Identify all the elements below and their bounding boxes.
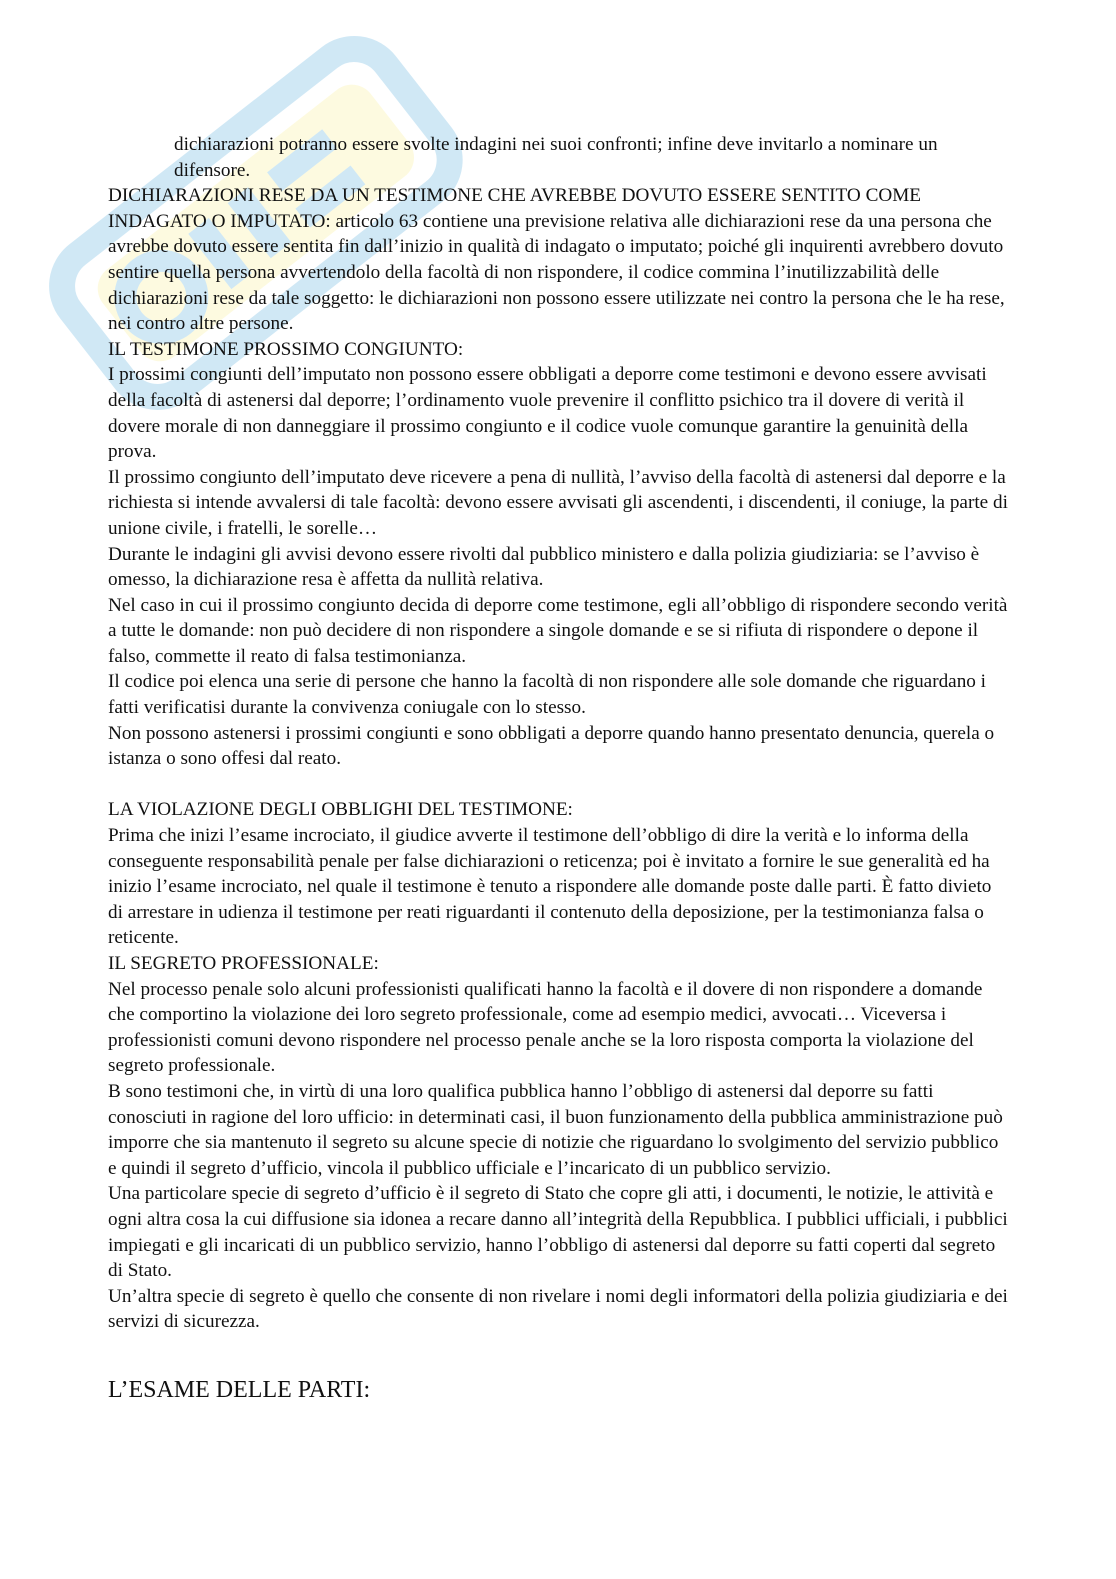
paragraph: I prossimi congiunti dell’imputato non possono essere obbligati a deporre come testimoni e devono essere avvisati della facoltà di astenersi dal deporre; l’ordinamento vuole prevenire il conflitto psichico tra il dovere di verità il dovere morale di non danneggiare il prossimo congiunto e il codice vuole comunque garantire la genuinità della prova. [108,364,987,463]
spacer [108,1335,1008,1361]
paragraph-dichiarazioni-testimone: DICHIARAZIONI RESE DA UN TESTIMONE CHE AVREBBE DOVUTO ESSERE SENTITO COME INDAGATO O IMPUTATO: articolo 63 contiene una previsione relativa alle dichiarazioni rese da una persona che avrebbe dovuto essere sentita fin dall’inizio in qualità di indagato o imputato; poiché gli inquirenti avrebbero dovuto sentire quella persona avvertendolo della facoltà di non rispondere, il codice commina l’inutilizzabilità delle dichiarazioni rese da tale soggetto: le dichiarazioni non possono essere utilizzate nei contro la persona che le ha rese, nei contro altre persone. [108,185,1005,335]
paragraph: Una particolare specie di segreto d’ufficio è il segreto di Stato che copre gli atti, i documenti, le notizie, le attività e ogni altra cosa la cui diffusione sia idonea a recare danno all’integrità della Repubblica. I pubblici ufficiali, i pubblici impiegati e gli incaricati di un pubblico servizio, hanno l’obbligo di astenersi dal deporre su fatti coperti dal segreto di Stato. [108,1183,1008,1282]
paragraph: Un’altra specie di segreto è quello che consente di non rivelare i nomi degli informatori della polizia giudiziaria e dei servizi di sicurezza. [108,1285,1008,1333]
heading-testimone-prossimo-congiunto: IL TESTIMONE PROSSIMO CONGIUNTO: [108,338,464,360]
paragraph: Il prossimo congiunto dell’imputato deve ricevere a pena di nullità, l’avviso della facoltà di astenersi dal deporre e la richiesta si intende avvalersi di tale facoltà: devono essere avvisati gli ascendenti, i discendenti, il coniuge, la parte di unione civile, i fratelli, le sorelle… [108,466,1008,539]
spacer [108,772,1008,798]
heading-esame-delle-parti: L’ESAME DELLE PARTI: [108,1376,371,1403]
paragraph-continuation: dichiarazioni potranno essere svolte indagini nei suoi confronti; infine deve invitarlo a nominare un difensore. [174,134,938,181]
paragraph: Prima che inizi l’esame incrociato, il giudice avverte il testimone dell’obbligo di dire la verità e lo informa della conseguente responsabilità penale per false dichiarazioni o reticenza; poi è invitato a fornire le sue generalità ed ha inizio l’esame incrociato, nel quale il testimone è tenuto a rispondere alle domande poste dalle parti. È fatto divieto di arrestare in udienza il testimone per reati riguardanti il contenuto della deposizione, per la testimonianza falsa o reticente. [108,825,992,949]
paragraph: Non possono astenersi i prossimi congiunti e sono obbligati a deporre quando hanno presentato denuncia, querela o istanza o sono offesi dal reato. [108,722,995,770]
paragraph: Durante le indagini gli avvisi devono essere rivolti dal pubblico ministero e dalla polizia giudiziaria: se l’avviso è omesso, la dichiarazione resa è affetta da nullità relativa. [108,543,980,591]
heading-segreto-professionale: IL SEGRETO PROFESSIONALE: [108,953,379,974]
paragraph: B sono testimoni che, in virtù di una loro qualifica pubblica hanno l’obbligo di astenersi dal deporre su fatti conosciuti in ragione del loro ufficio: in determinati casi, il buon funzionamento della pubblica amministrazione può imporre che sia mantenuto il segreto su alcune specie di notizie che riguardano lo svolgimento del servizio pubblico e quindi il segreto d’ufficio, vincola il pubblico ufficiale e l’incaricato di un pubblico servizio. [108,1080,1003,1179]
document-body [108,132,1008,1405]
paragraph: Nel caso in cui il prossimo congiunto decida di deporre come testimone, egli all’obbligo di rispondere secondo verità a tutte le domande: non può decidere di non rispondere a singole domande e se si rifiuta di rispondere o depone il falso, commette il reato di falsa testimonianza. [108,594,1008,667]
heading-violazione-obblighi: LA VIOLAZIONE DEGLI OBBLIGHI DEL TESTIMONE: [108,799,573,821]
paragraph: Nel processo penale solo alcuni professionisti qualificati hanno la facoltà e il dovere di non rispondere a domande che comportino la violazione dei loro segreto professionale, come ad esempio medici, avvocati… Viceversa i professionisti comuni devono rispondere nel processo penale anche se la loro risposta comporta la violazione del segreto professionale. [108,978,983,1077]
paragraph: Il codice poi elenca una serie di persone che hanno la facoltà di non rispondere alle sole domande che riguardano i fatti verificatisi durante la convivenza coniugale con lo stesso. [108,671,987,719]
